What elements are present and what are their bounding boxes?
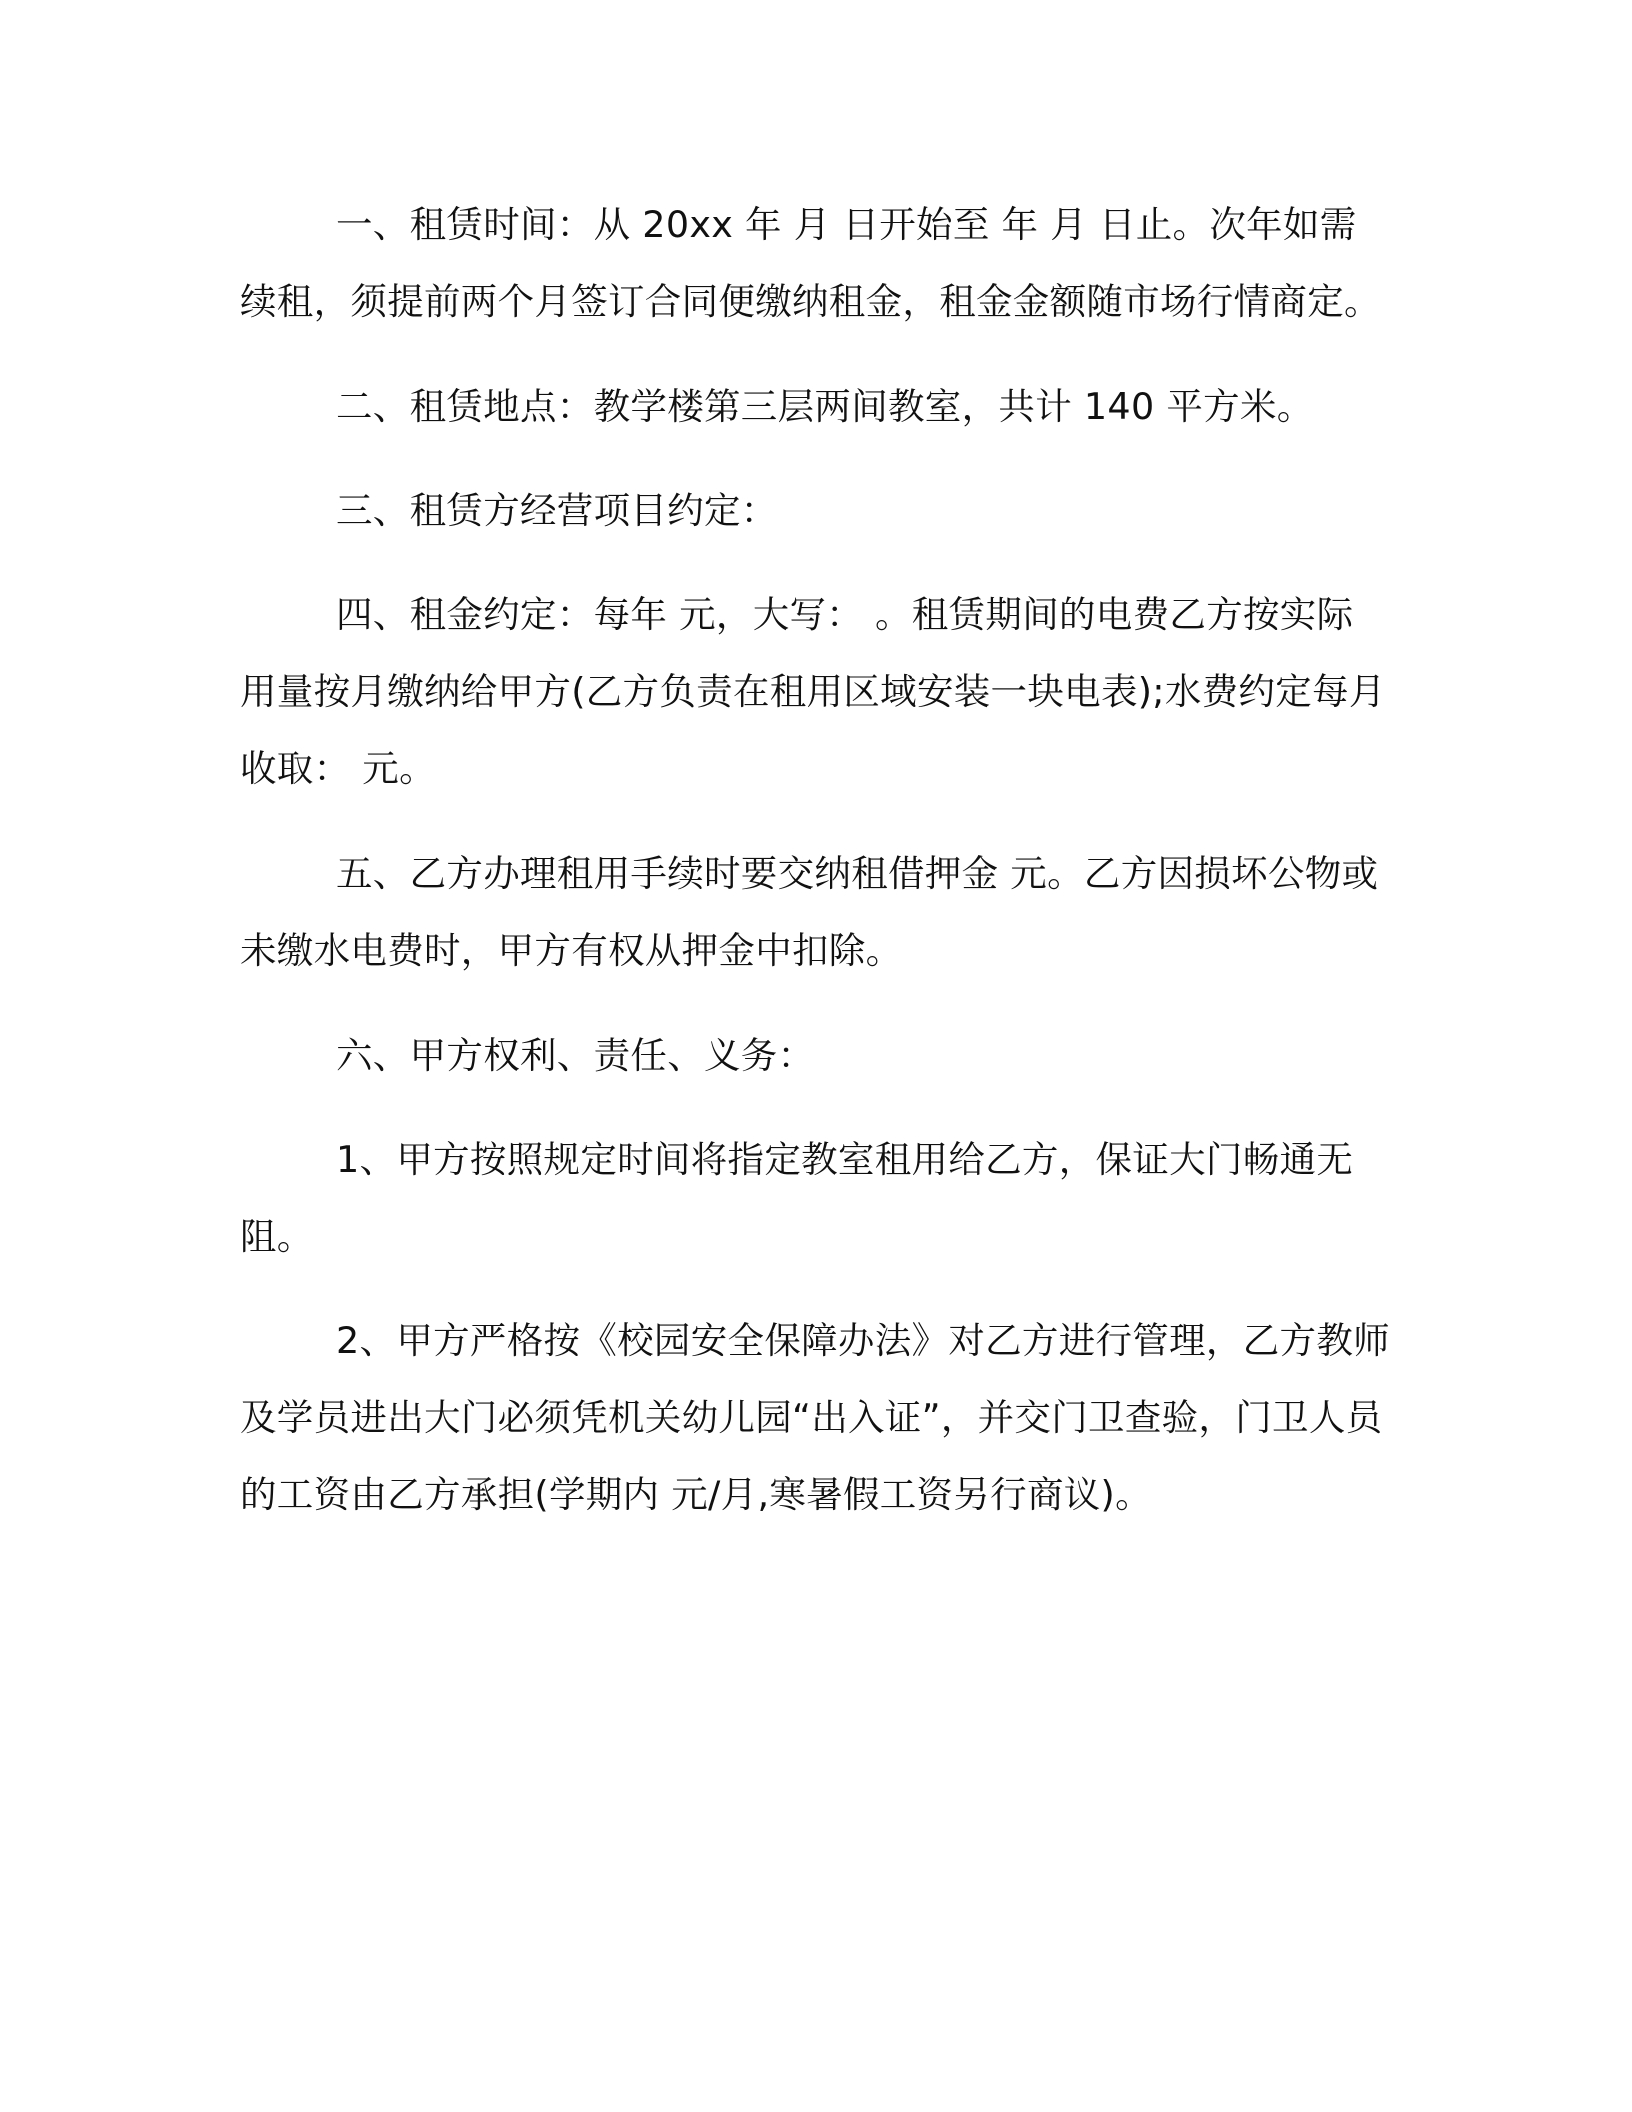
clause-1-lease-period: 一、租赁时间：从 20xx 年 月 日开始至 年 月 日止。次年如需续租，须提前两个月签订合同便缴纳租金，租金金额随市场行情商定。 (240, 203, 1381, 323)
clause-5-deposit: 五、乙方办理租用手续时要交纳租借押金 元。乙方因损坏公物或未缴水电费时，甲方有权从押金中扣除。 (240, 852, 1379, 972)
document-body (240, 186, 1390, 1533)
clause-6-party-a-rights-heading: 六、甲方权利、责任、义务： (336, 1034, 815, 1077)
clause-2-lease-location: 二、租赁地点：教学楼第三层两间教室，共计 140 平方米。 (336, 385, 1314, 428)
clause-6-item-2: 2、甲方严格按《校园安全保障办法》对乙方进行管理，乙方教师及学员进出大门必须凭机关幼儿园“出入证”，并交门卫查验，门卫人员的工资由乙方承担(学期内 元/月,寒暑假工资另行商议)。 (240, 1319, 1390, 1516)
clause-4-rent-agreement: 四、租金约定：每年 元，大写： 。租赁期间的电费乙方按实际用量按月缴纳给甲方(乙方负责在租用区域安装一块电表);水费约定每月收取： 元。 (240, 593, 1386, 790)
clause-6-item-1: 1、甲方按照规定时间将指定教室租用给乙方，保证大门畅通无阻。 (240, 1138, 1354, 1258)
clause-3-business-items: 三、租赁方经营项目约定： (336, 489, 778, 532)
